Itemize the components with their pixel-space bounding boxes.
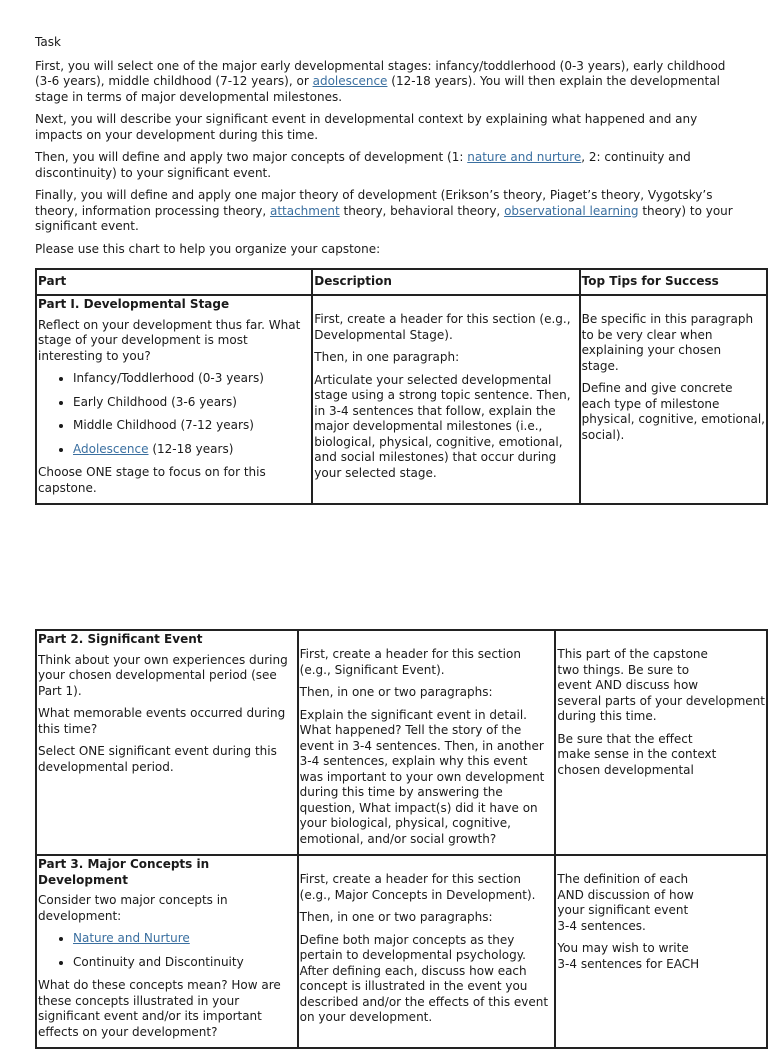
part1-desc-line: First, create a header for this section (e.g., Developmental Stage). [314,312,571,342]
header-part: Part [36,269,312,295]
observational-learning-link[interactable]: observational learning [504,203,639,218]
stage-item: • Infancy/Toddlerhood (0-3 years) [73,371,310,387]
stage-item: • Middle Childhood (7-12 years) [73,418,310,434]
tip-line: several parts of your development [557,693,765,708]
part3-prompt: Consider two major concepts in development: [38,893,228,923]
part3-tip [557,872,765,934]
tip-line: You may wish to write [557,941,689,955]
adolescence-stage-link[interactable]: Adolescence [73,441,149,456]
intro-paragraph-5: Please use this chart to help you organize your capstone: [35,241,381,256]
tip-line: to be very clear when [581,327,713,342]
attachment-link[interactable]: attachment [269,203,340,218]
intro-p3-text-end: , 2: continuity and discontinuity) to your significant event. [35,150,691,180]
nature-and-nurture-concept-link[interactable]: Nature and Nurture [73,931,190,945]
part1-desc-line: Then, in one paragraph: [314,350,460,364]
tip-line: This part of the capstone [557,647,708,661]
header-top-tips: Top Tips for Success [580,269,767,295]
part1-prompt: Reflect on your development thus far. What stage of your development is most interesting to you? [38,317,301,363]
part2-tip [557,732,765,779]
part3-title: Part 3. Major Concepts in Development [38,857,210,887]
part2-desc-line: Explain the significant event in detail. What happened? Tell the story of the event in 3-4 sentences. Then, in another 3-4 sentences, explain why this event was important to your own development during this time by answering the question, What impact(s) did it have on your biological, physical, cognitive, emotional, and/or social growth? [299,707,545,846]
part2-tips-cell [555,630,767,855]
part3-tips-cell [555,855,767,1048]
part3-tip [557,941,765,972]
stage-item [73,442,310,458]
intro-paragraph-1 [35,59,735,106]
concept-item: • Continuity and Discontinuity [73,955,296,971]
part3-desc-line: Then, in one or two paragraphs: [299,910,493,924]
adolescence-link[interactable]: adolescence [312,74,388,88]
task-label: Task [35,35,61,49]
part2-prompt: What memorable events occurred during this time? [38,706,286,736]
intro-p4-text-end: theory) to your significant event. [35,203,733,233]
part2-description-cell [298,630,556,855]
intro-paragraph-3 [35,150,735,181]
tip-line: Define and give concrete [581,381,733,395]
part3-cell [36,855,298,1048]
tip-line: 3-4 sentences for EACH [557,956,700,971]
tip-line: chosen developmental [557,762,694,777]
capstone-chart-table-2 [35,629,768,1049]
part2-desc-line: First, create a header for this section (e.g., Significant Event). [299,647,521,677]
part2-tip [557,647,765,725]
part1-tip [582,312,765,374]
part3-question: What do these concepts mean? How are these concepts illustrated in your significant event and/or its important effects on your development? [38,978,281,1039]
tip-line: 3-4 sentences. [557,918,646,933]
stage-item-age: (12-18 years) [148,441,234,456]
concept-item [73,931,296,947]
tip-line: The definition of each [557,872,689,886]
part3-desc-line: Define both major concepts as they pertain to developmental psychology. After defining each, discuss how each concept is illustrated in the event you described and/or the effects of this event on your development. [299,932,549,1024]
part1-tip [582,381,765,443]
tip-line: Be sure that the effect [557,731,693,746]
part1-tips-cell [580,295,767,504]
stage-list [38,371,310,457]
intro-p4-text-mid: theory, behavioral theory, [339,203,505,218]
part1-title: Part I. Developmental Stage [38,297,230,311]
tip-line: Be specific in this paragraph [581,312,754,326]
tip-line: two things. Be sure to [557,662,690,677]
tip-line: your significant event [557,903,689,917]
tip-line: during this time. [557,709,657,723]
tip-line: event AND discuss how [557,678,699,692]
part2-cell [36,630,298,855]
part2-desc-line: Then, in one or two paragraphs: [299,685,493,699]
tip-line: each type of milestone [581,396,720,411]
part1-description-cell [312,295,579,504]
tip-line: stage. [581,358,619,373]
intro-p3-text: Then, you will define and apply two major concepts of development (1: [35,150,468,164]
intro-paragraph-2: Next, you will describe your significant event in developmental context by explaining what happened and any impacts on your development during this time. [35,112,698,142]
header-description: Description [312,269,579,295]
capstone-chart-table-1 [35,268,768,505]
part1-choose: Choose ONE stage to focus on for this capstone. [38,465,266,495]
part3-desc-line: First, create a header for this section (e.g., Major Concepts in Development). [299,872,536,902]
tip-line: make sense in the context [557,747,717,761]
part1-cell [36,295,312,504]
intro-p1-text: First, you will select one of the major early developmental stages: infancy/toddlerhood (0-3 years), early childhood (3-6 years), middle childhood (7-12 years), or [35,58,726,88]
intro-p1-text-end: (12-18 years). You will then explain the developmental stage in terms of major developmental milestones. [35,74,720,104]
nature-and-nurture-link[interactable]: nature and nurture [467,150,582,164]
part2-title: Part 2. Significant Event [38,632,203,646]
part2-prompt: Think about your own experiences during your chosen developmental period (see Part 1). [38,652,288,698]
part1-desc-line: Articulate your selected developmental stage using a strong topic sentence. Then, in 3-4 sentences that follow, explain the major developmental milestones (i.e., biological, physical, cognitive, emotional, and social milestones) that occur during your selected stage. [314,372,571,480]
part3-description-cell [298,855,556,1048]
tip-line: physical, cognitive, emotional, [581,412,765,426]
intro-section [35,35,735,264]
tip-line: AND discussion of how [557,887,694,902]
intro-paragraph-4 [35,188,735,235]
tip-line: explaining your chosen [581,343,722,357]
intro-p4-text: Finally, you will define and apply one major theory of development (Erikson’s theory, Piaget’s theory, Vygotsky’s theory, information processing theory, [35,188,713,218]
tip-line: social). [581,427,625,442]
stage-item: • Early Childhood (3-6 years) [73,395,310,411]
concept-list [38,931,296,970]
part2-prompt: Select ONE significant event during this developmental period. [38,744,277,774]
